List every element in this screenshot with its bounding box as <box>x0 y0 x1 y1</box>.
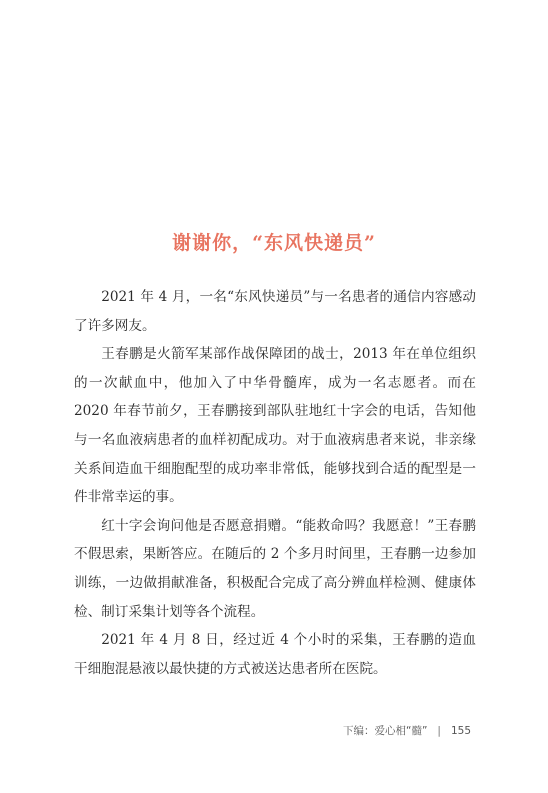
paragraph-1: 2021 年 4 月，一名“东风快递员”与一名患者的通信内容感动了许多网友。 <box>74 289 476 334</box>
paragraph-2: 王春鹏是火箭军某部作战保障团的战士，2013 年在单位组织的一次献血中，他加入了中华骨髓库，成为一名志愿者。而在 2020 年春节前夕，王春鹏接到部队驻地红十字会的电话，告知他与一名血液病患者的血样初配成功。对于血液病患者来说，非亲缘关系间造血干细胞配型的成功率非常低，能够找到合适的配型是一件非常幸运的事。 <box>74 346 476 506</box>
section-title: 下编：爱心相“髓” <box>343 725 428 737</box>
footer-separator: | <box>437 724 441 737</box>
page-number: 155 <box>450 724 471 737</box>
article-body <box>74 283 476 683</box>
article-title: 谢谢你，“东风快递员” <box>172 232 376 254</box>
paragraph-4: 2021 年 4 月 8 日，经过近 4 个小时的采集，王春鹏的造血干细胞混悬液以最快捷的方式被送达患者所在医院。 <box>74 632 476 677</box>
page-footer <box>343 723 471 738</box>
paragraph-3: 红十字会询问他是否愿意捐赠。“能救命吗？我愿意！”王春鹏不假思索，果断答应。在随后的 2 个多月时间里，王春鹏一边参加训练，一边做捐献准备，积极配合完成了高分辨血样检测、健康体检、制订采集计划等各个流程。 <box>74 517 476 620</box>
